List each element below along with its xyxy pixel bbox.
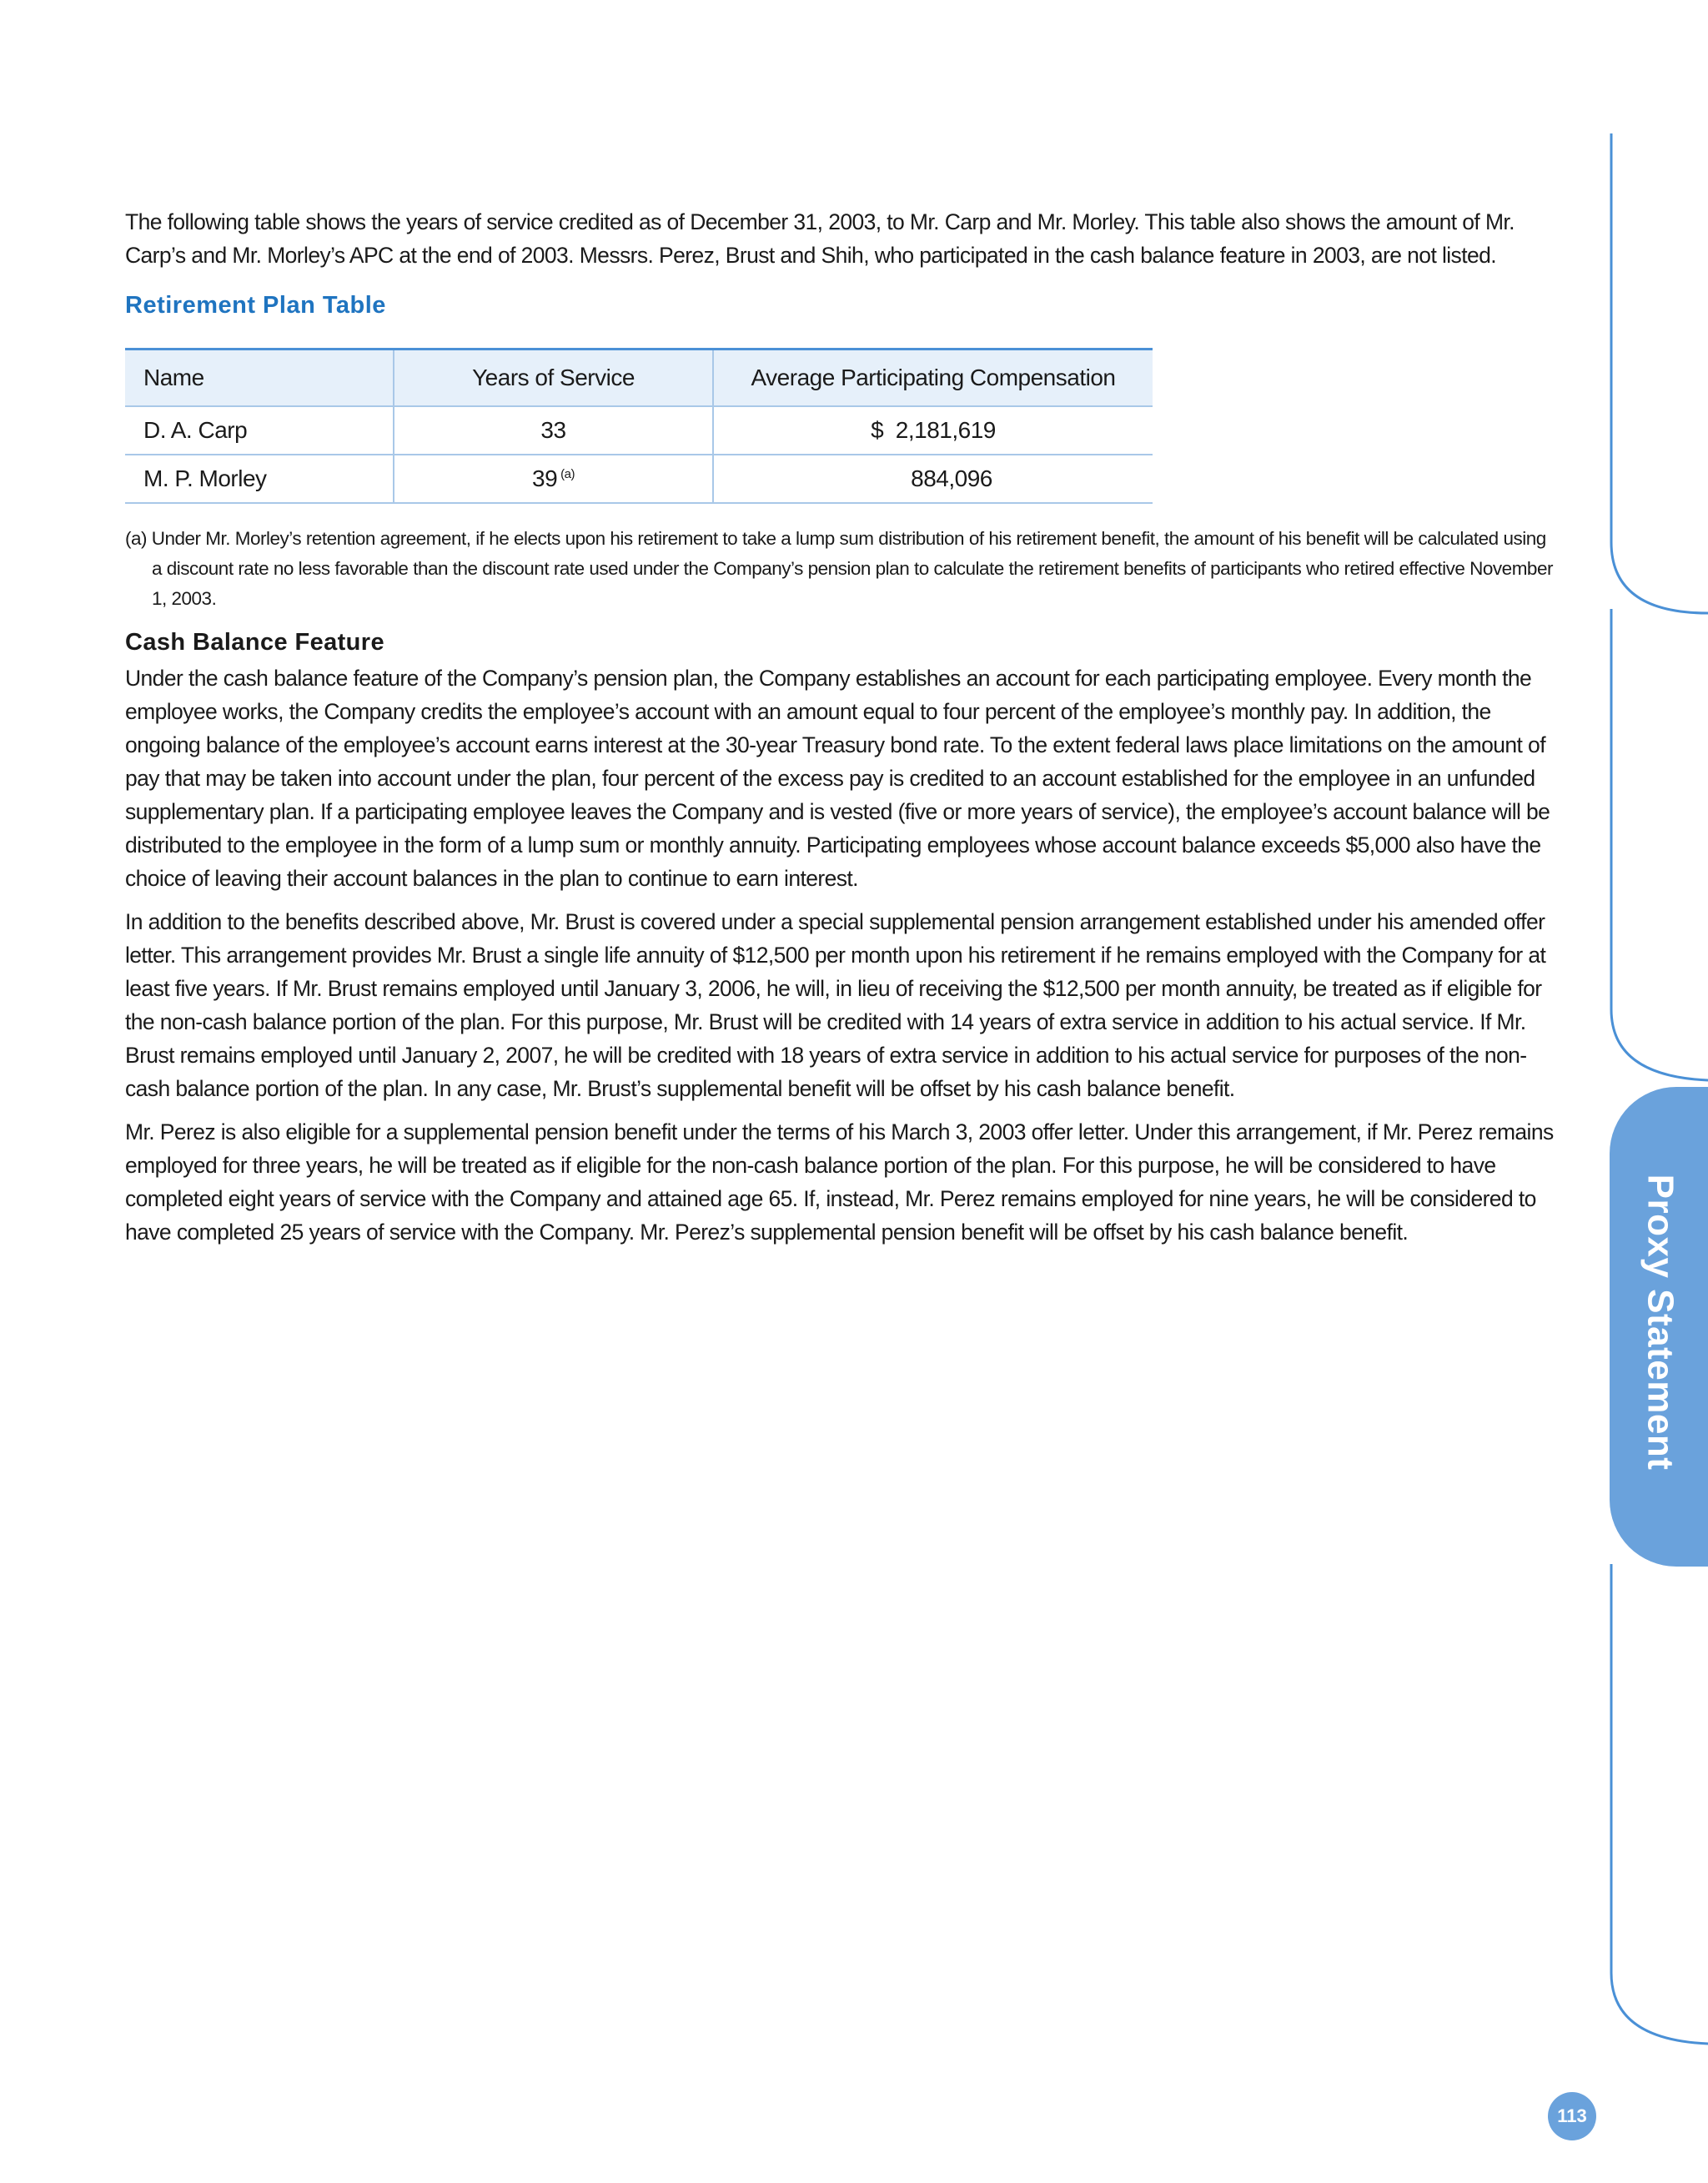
apc-value: $ 2,181,619 bbox=[871, 417, 996, 443]
header-apc: Average Participating Compensation bbox=[713, 350, 1153, 407]
paragraph-brust: In addition to the benefits described above, Mr. Brust is covered under a special supplemental pension arrangement established under his amended offer letter. This arrangement provides Mr. Brust a single life annuity of $12,500 per month upon his retirement if he remains employed with the Company for at least five years. If Mr. Brust remains employed until January 3, 2006, he will, in lieu of receiving the $12,500 per month annuity, be treated as if eligible for the non-cash balance portion of the plan. For this purpose, Mr. Brust will be credited with 14 years of extra service in addition to his actual service. If Mr. Brust remains employed until January 2, 2007, he will be credited with 18 years of extra service in addition to his actual service for purposes of the non-cash balance portion of the plan. In any case, Mr. Brust’s supplemental benefit will be offset by his cash balance benefit. bbox=[125, 909, 1546, 1101]
table-heading: Retirement Plan Table bbox=[125, 292, 386, 319]
cell-years bbox=[394, 455, 713, 503]
cell-name: D. A. Carp bbox=[125, 406, 394, 455]
years-value: 39 bbox=[532, 465, 558, 491]
page-number-badge bbox=[1548, 2092, 1596, 2140]
apc-value: 884,096 bbox=[911, 465, 992, 491]
main-content bbox=[125, 205, 1555, 1259]
intro-paragraph: The following table shows the years of service credited as of December 31, 2003, to Mr. Carp and Mr. Morley. This table also shows the amount of Mr. Carp’s and Mr. Morley’s APC at the end of 2003. Messrs. Perez, Brust and Shih, who participated in the cash balance feature in 2003, are not listed. bbox=[125, 209, 1515, 268]
header-name: Name bbox=[125, 350, 394, 407]
table-row bbox=[125, 406, 1153, 455]
page-number: 113 bbox=[1557, 2105, 1587, 2126]
retirement-plan-table bbox=[125, 348, 1153, 504]
cash-balance-heading: Cash Balance Feature bbox=[125, 629, 385, 656]
header-years: Years of Service bbox=[394, 350, 713, 407]
footnote-marker: (a) bbox=[560, 466, 575, 481]
table-row bbox=[125, 455, 1153, 503]
years-value: 33 bbox=[540, 417, 566, 443]
table-footnote: (a) Under Mr. Morley’s retention agreement, if he elects upon his retirement to take a lump sum distribution of his retirement benefit, the amount of his benefit will be calculated using a discount rate no less favorable than the discount rate used under the Company’s pension plan to calculate the retirement benefits of participants who retired effective November 1, 2003. bbox=[125, 528, 1553, 609]
section-tab-label-box bbox=[1614, 1155, 1705, 1489]
cell-apc bbox=[713, 406, 1153, 455]
paragraph-cash-balance: Under the cash balance feature of the Company’s pension plan, the Company establishes an account for each participating employee. Every month the employee works, the Company credits the employee’s account with an amount equal to four percent of the employee’s monthly pay. In addition, the ongoing balance of the employee’s account earns interest at the 30-year Treasury bond rate. To the extent federal laws place limitations on the amount of pay that may be taken into account under the plan, four percent of the excess pay is credited to an account established for the employee in an unfunded supplementary plan. If a participating employee leaves the Company and is vested (five or more years of service), the employee’s account balance will be distributed to the employee in the form of a lump sum or monthly annuity. Participating employees whose account balance exceeds $5,000 also have the choice of leaving their account balances in the plan to continue to earn interest. bbox=[125, 666, 1550, 891]
paragraph-perez: Mr. Perez is also eligible for a supplemental pension benefit under the terms of his March 3, 2003 offer letter. Under this arrangement, if Mr. Perez remains employed for three years, he will be treated as if eligible for the non-cash balance portion of the plan. For this purpose, he will be considered to have completed eight years of service with the Company and attained age 65. If, instead, Mr. Perez remains employed for nine years, he will be considered to have completed 25 years of service with the Company. Mr. Perez’s supplemental pension benefit will be offset by his cash balance benefit. bbox=[125, 1119, 1554, 1245]
cell-name: M. P. Morley bbox=[125, 455, 394, 503]
cell-apc bbox=[713, 455, 1153, 503]
cell-years bbox=[394, 406, 713, 455]
section-tab-label: Proxy Statement bbox=[1640, 1174, 1681, 1471]
table-header-row bbox=[125, 350, 1153, 407]
